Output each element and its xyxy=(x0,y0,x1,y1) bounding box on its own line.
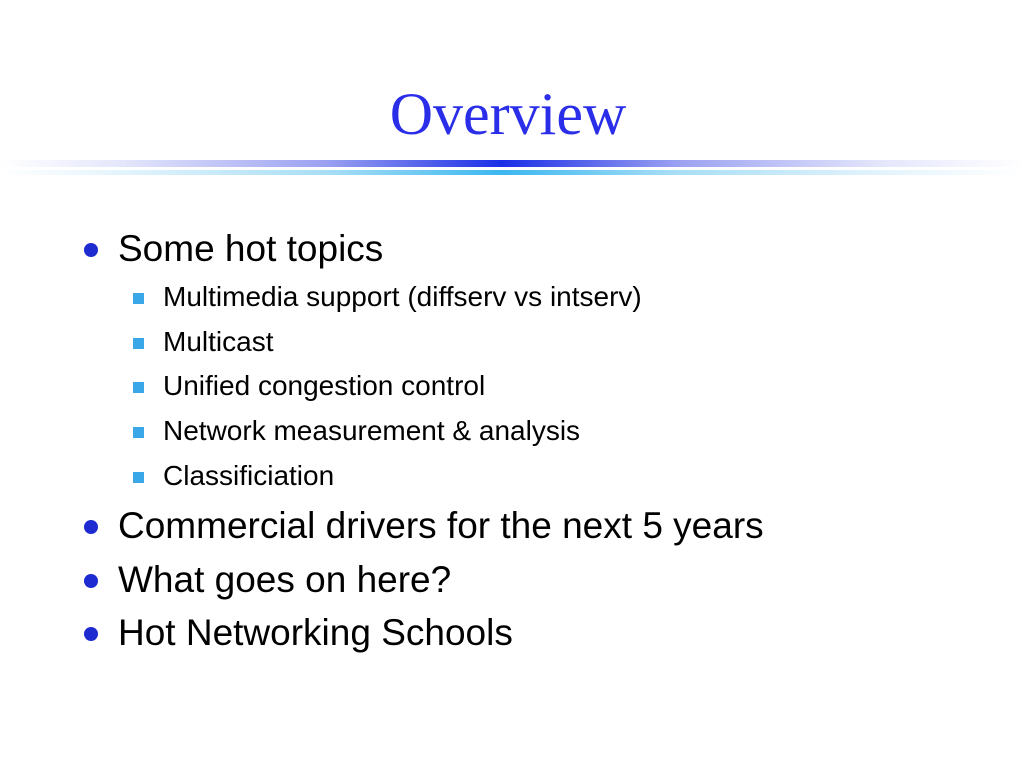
sub-bullet-text: Multimedia support (diffserv vs intserv) xyxy=(163,281,642,312)
bullet-square-icon xyxy=(133,382,144,393)
bullet-square-icon xyxy=(133,338,144,349)
bullet-square-icon xyxy=(133,427,144,438)
bullet-text: Some hot topics xyxy=(118,228,384,269)
sub-bullet-text: Multicast xyxy=(163,326,274,357)
sub-bullet-text: Network measurement & analysis xyxy=(163,415,581,446)
bullet-dot-icon xyxy=(84,574,98,588)
bullet-dot-icon xyxy=(84,627,98,641)
bullet-text: What goes on here? xyxy=(118,559,452,600)
sub-bullet-text: Unified congestion control xyxy=(163,370,486,401)
bullet-square-icon xyxy=(133,472,144,483)
bullet-dot-icon xyxy=(84,520,98,534)
sub-bullet-text: Classificiation xyxy=(163,460,335,491)
bullet-text: Hot Networking Schools xyxy=(118,612,513,653)
bullet-dot-icon xyxy=(84,243,98,257)
bullet-text: Commercial drivers for the next 5 years xyxy=(118,505,764,546)
bullet-square-icon xyxy=(133,293,144,304)
slide-title: Overview xyxy=(389,81,627,147)
